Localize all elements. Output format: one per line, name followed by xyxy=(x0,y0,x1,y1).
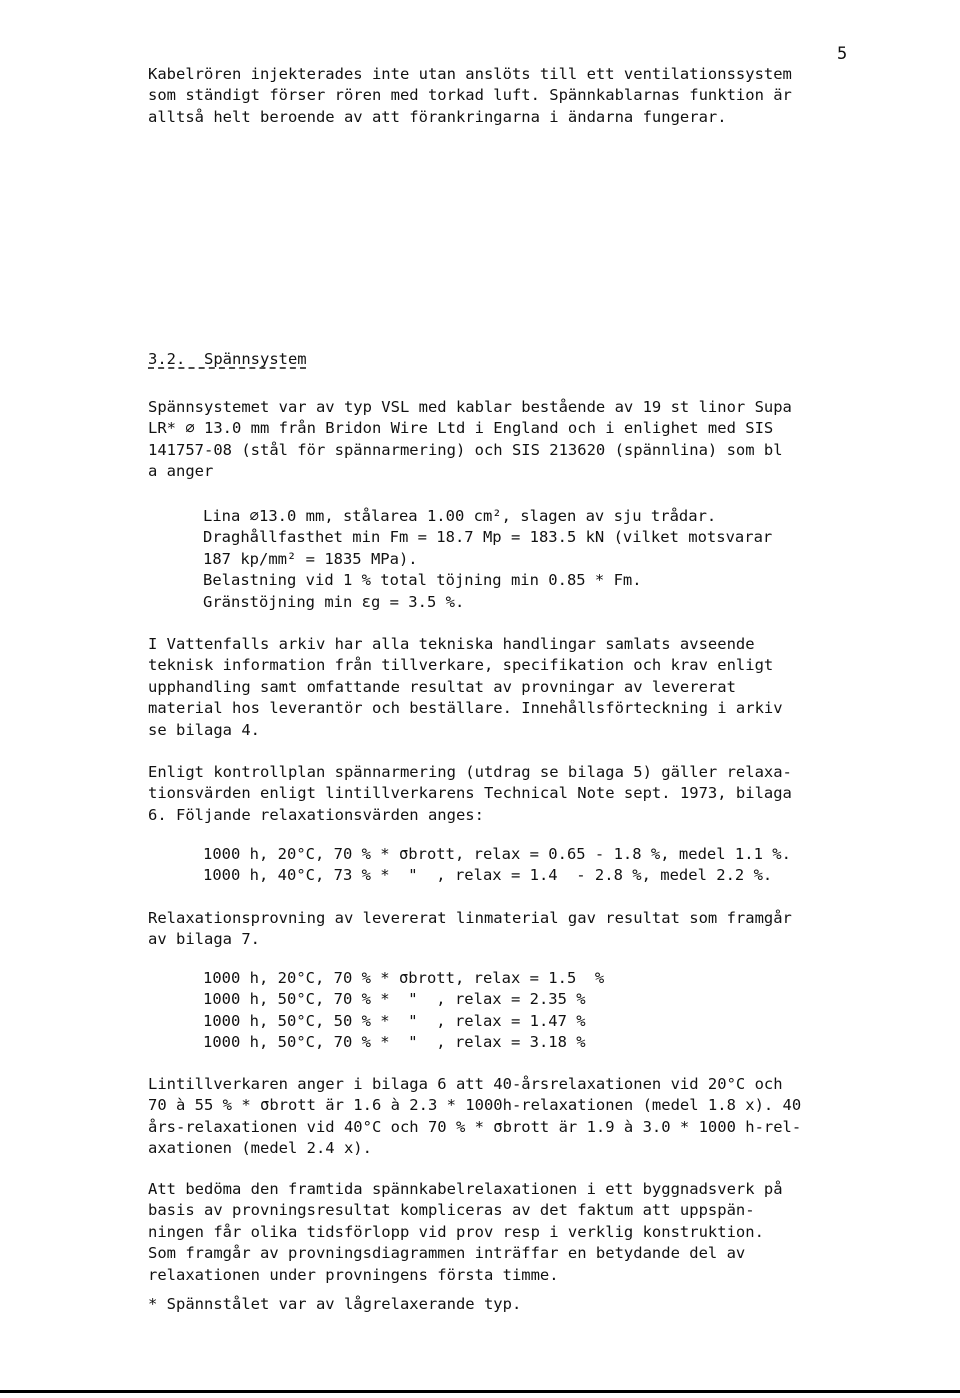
paragraph-spannsystem xyxy=(148,375,878,483)
text-line: års-relaxationen vid 40°C och 70 % * σbrott är 1.9 à 3.0 * 1000 h-rel- xyxy=(148,1117,802,1136)
text-line: I Vattenfalls arkiv har alla tekniska handlingar samlats avseende xyxy=(148,634,755,653)
relaxation-line: 1000 h, 20°C, 70 % * σbrott, relax = 0.65 - 1.8 %, medel 1.1 %. xyxy=(203,844,791,863)
text-line: ningen får olika tidsförlopp vid prov resp i verklig konstruktion. xyxy=(148,1222,764,1241)
relaxation-line: 1000 h, 50°C, 70 % * " , relax = 3.18 % xyxy=(203,1033,586,1051)
text-line: 141757-08 (stål för spännarmering) och SIS 213620 (spännlina) som bl xyxy=(148,440,783,459)
relaxation-list-1 xyxy=(203,822,883,887)
text-line: teknisk information från tillverkare, specifikation och krav enligt xyxy=(148,656,774,674)
text-line: av bilaga 7. xyxy=(148,930,260,948)
text-line: alltså helt beroende av att förankringarna i ändarna fungerar. xyxy=(148,107,727,126)
relaxation-line: 1000 h, 50°C, 50 % * " , relax = 1.47 % xyxy=(203,1011,586,1030)
relaxation-list-2 xyxy=(203,946,883,1054)
text-line: se bilaga 4. xyxy=(148,720,260,739)
paragraph-manufacturer xyxy=(148,1052,878,1160)
text-line: tionsvärden enligt lintillverkarens Technical Note sept. 1973, bilaga xyxy=(148,784,792,802)
page-number: 5 xyxy=(837,44,848,64)
text-line: Enligt kontrollplan spännarmering (utdrag se bilaga 5) gäller relaxa- xyxy=(148,762,792,781)
paragraph-archive xyxy=(148,612,878,741)
text-line: upphandling samt omfattande resultat av provningar av levererat xyxy=(148,677,736,696)
spec-line: Lina ⌀13.0 mm, stålarea 1.00 cm², slagen av sju trådar. xyxy=(203,506,717,525)
section-heading xyxy=(148,349,878,371)
spec-list xyxy=(203,484,883,613)
text-line: axationen (medel 2.4 x). xyxy=(148,1139,372,1157)
spec-line: Draghållfasthet min Fm = 18.7 Mp = 183.5 kN (vilket motsvarar xyxy=(203,528,773,546)
relaxation-line: 1000 h, 40°C, 73 % * " , relax = 1.4 - 2.8 %, medel 2.2 %. xyxy=(203,866,773,884)
spec-line: Gränstöjning min εg = 3.5 %. xyxy=(203,592,465,611)
text-line: a anger xyxy=(148,462,214,480)
relaxation-line: 1000 h, 50°C, 70 % * " , relax = 2.35 % xyxy=(203,990,586,1008)
text-line: Kabelrören injekterades inte utan anslöts till ett ventilationssystem xyxy=(148,64,792,83)
paragraph-assessment xyxy=(148,1157,878,1286)
paragraph-intro xyxy=(148,42,878,128)
text-line: som ständigt förser rören med torkad luft. Spännkablarnas funktion är xyxy=(148,86,792,104)
footnote: * Spännstålet var av lågrelaxerande typ. xyxy=(148,1295,522,1313)
text-line: LR* ⌀ 13.0 mm från Bridon Wire Ltd i England och i enlighet med SIS xyxy=(148,419,774,437)
text-line: Som framgår av provningsdiagrammen inträffar en betydande del av xyxy=(148,1244,746,1262)
section-heading-text: 3.2. Spännsystem xyxy=(148,350,307,368)
bottom-rule xyxy=(0,1390,960,1393)
text-line: Relaxationsprovning av levererat linmaterial gav resultat som framgår xyxy=(148,908,792,927)
paragraph-test xyxy=(148,886,878,951)
spec-line: 187 kp/mm² = 1835 MPa). xyxy=(203,549,418,568)
text-line: relaxationen under provningens första timme. xyxy=(148,1265,559,1284)
text-line: Lintillverkaren anger i bilaga 6 att 40-årsrelaxationen vid 20°C och xyxy=(148,1074,783,1093)
text-line: Att bedöma den framtida spännkabelrelaxationen i ett byggnadsverk på xyxy=(148,1179,783,1198)
spec-line: Belastning vid 1 % total töjning min 0.85 * Fm. xyxy=(203,571,642,589)
text-line: Spännsystemet var av typ VSL med kablar bestående av 19 st linor Supa xyxy=(148,397,792,416)
text-line: 70 à 55 % * σbrott är 1.6 à 2.3 * 1000h-relaxationen (medel 1.8 x). 40 xyxy=(148,1096,802,1114)
relaxation-line: 1000 h, 20°C, 70 % * σbrott, relax = 1.5 % xyxy=(203,968,605,987)
paragraph-control-plan xyxy=(148,740,878,826)
text-line: basis av provningsresultat kompliceras av det faktum att uppspän- xyxy=(148,1201,755,1219)
text-line: 6. Följande relaxationsvärden anges: xyxy=(148,805,484,824)
text-line: material hos leverantör och beställare. Innehållsförteckning i arkiv xyxy=(148,699,783,717)
